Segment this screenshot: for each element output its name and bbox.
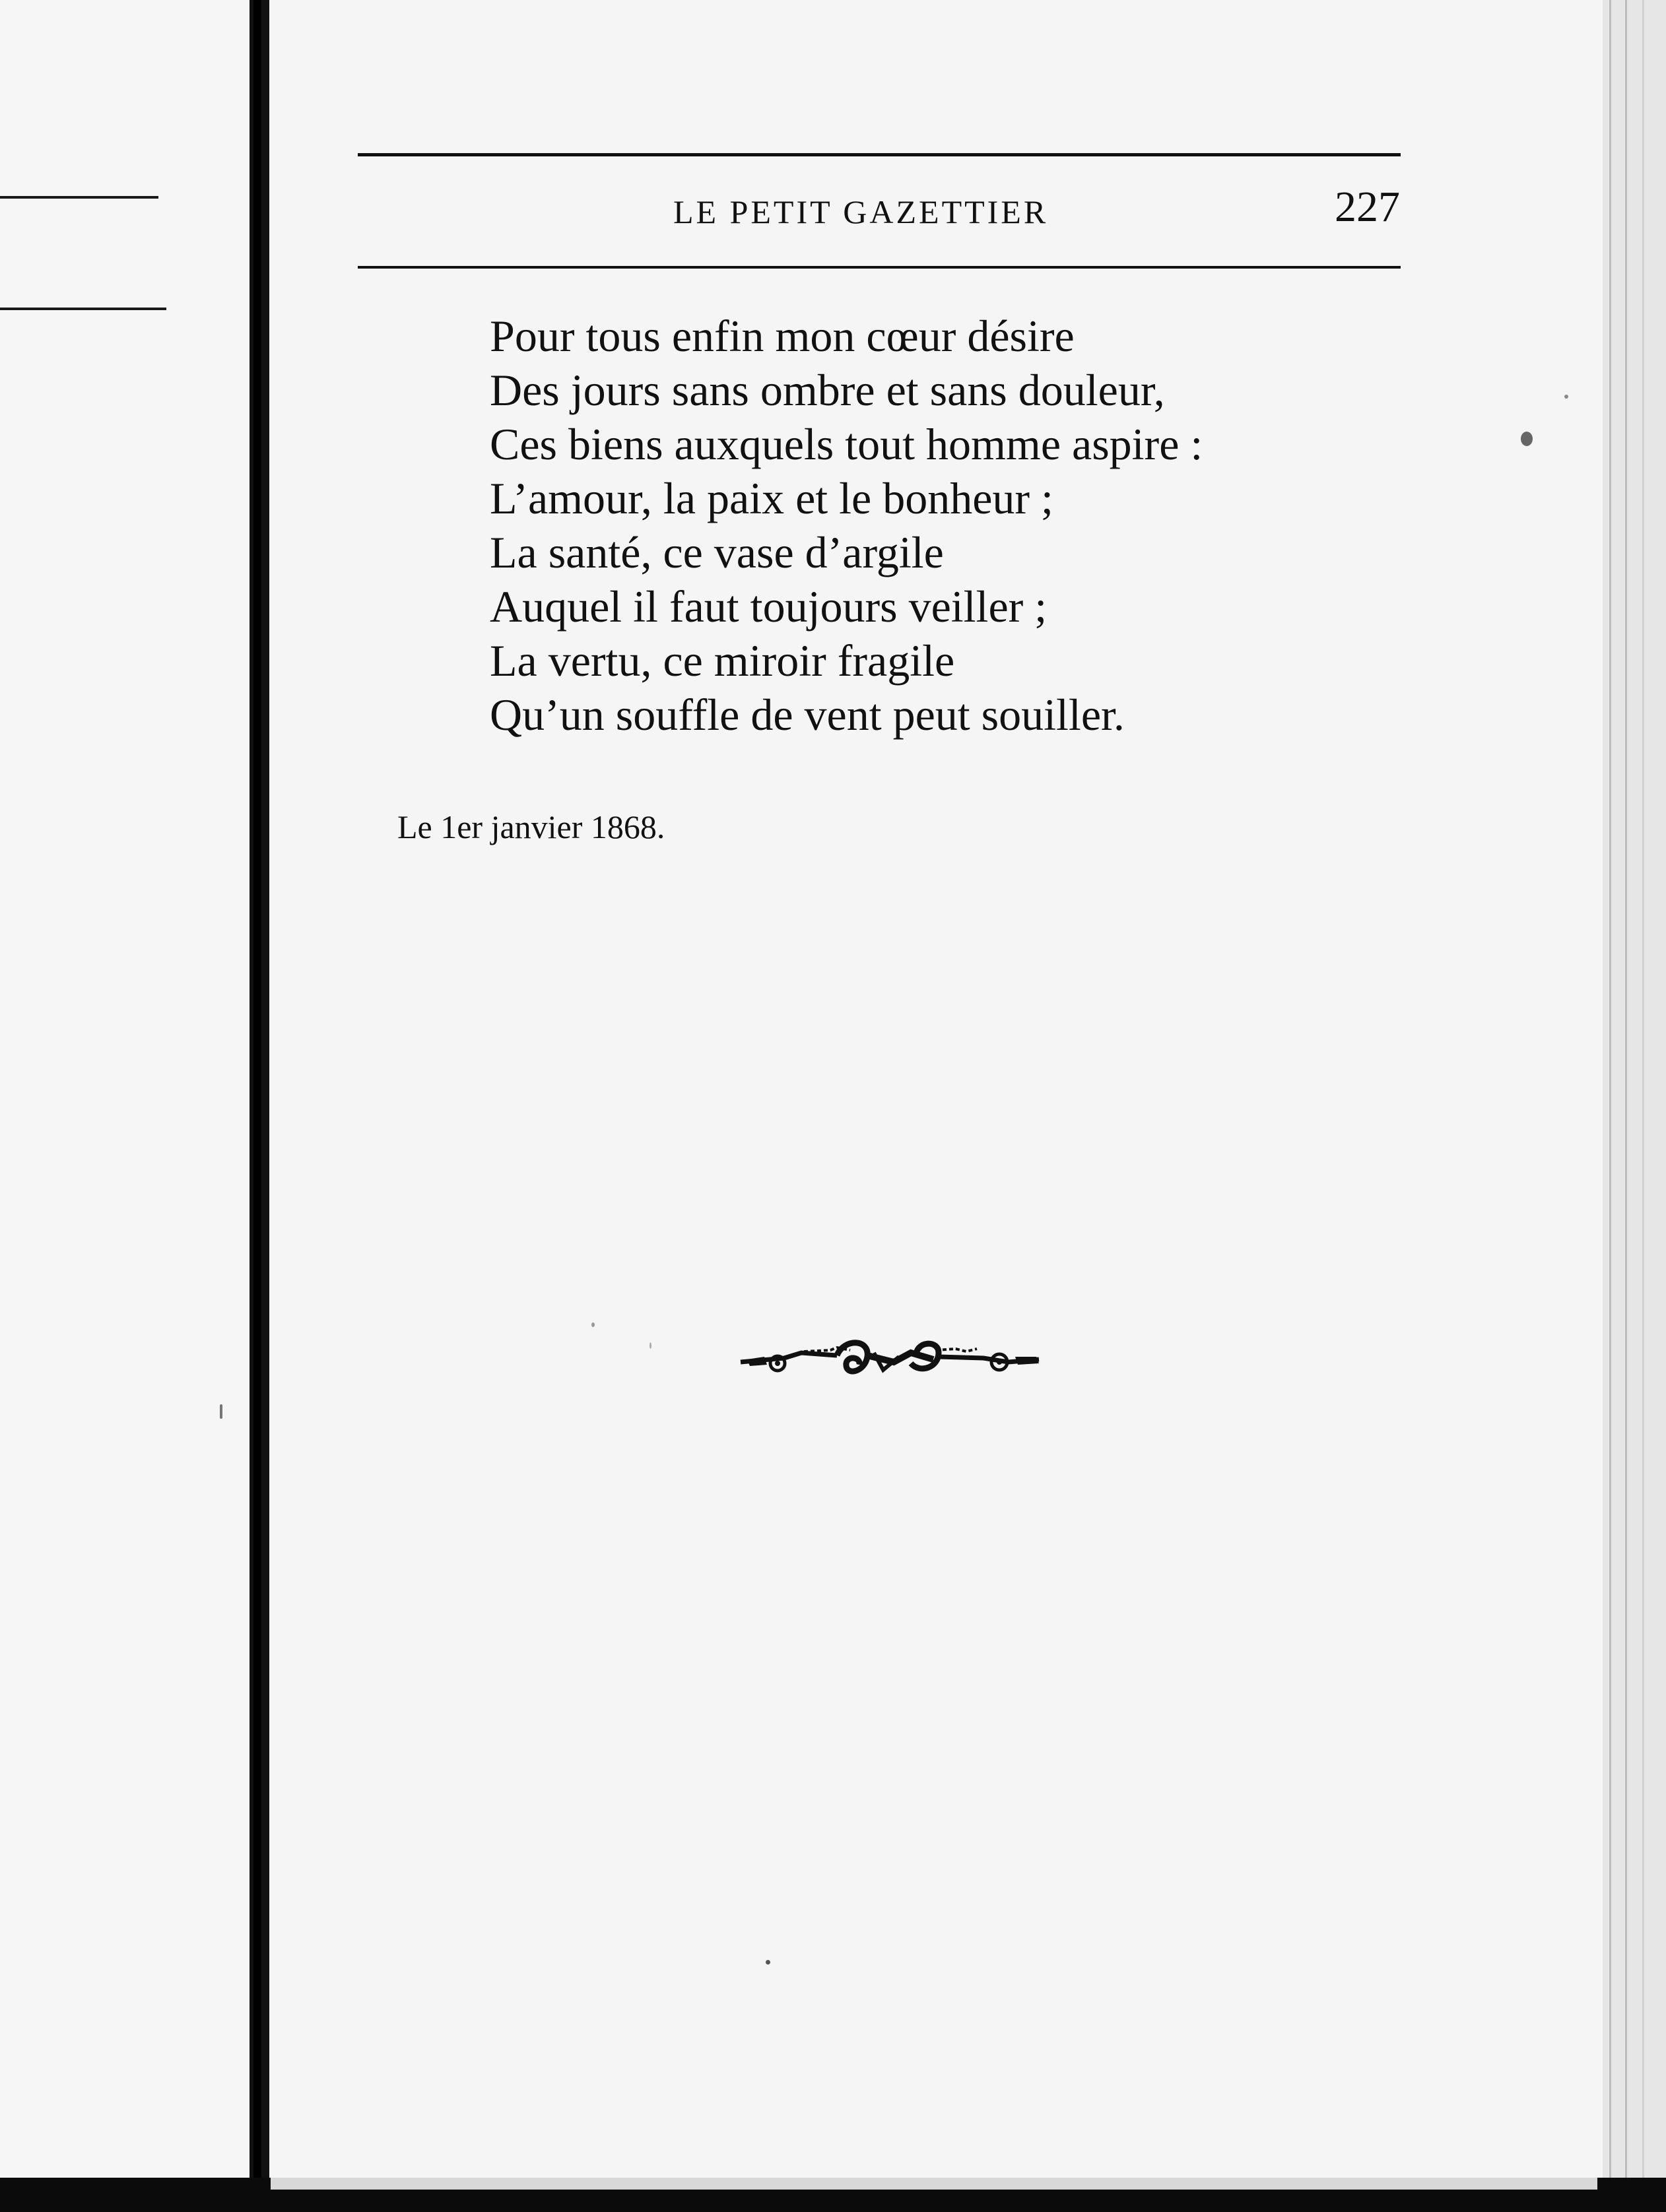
dust-speck [650, 1342, 651, 1349]
page-edge-line [1625, 0, 1627, 2212]
poem-line: La santé, ce vase d’argile [490, 527, 944, 577]
poem-line: Pour tous enfin mon cœur désire [490, 311, 1075, 361]
poem-line: La vertu, ce miroir fragile [490, 635, 955, 686]
left-page-rule-top [0, 196, 158, 199]
running-title: LE PETIT GAZETTIER [673, 193, 1049, 230]
poem-line: Qu’un souffle de vent peut souiller. [490, 690, 1125, 740]
dust-speck [591, 1322, 595, 1327]
poem-line: L’amour, la paix et le bonheur ; [490, 473, 1053, 523]
header-rule-bottom [358, 266, 1401, 269]
left-page-speck [220, 1404, 222, 1419]
left-page-rule-bottom [0, 308, 166, 310]
dateline: Le 1er janvier 1868. [397, 808, 665, 845]
dust-speck [766, 1960, 770, 1965]
dust-speck [1521, 432, 1533, 446]
page-number: 227 [1335, 183, 1400, 231]
poem-line: Auquel il faut toujours veiller ; [490, 581, 1048, 632]
header-rule-top [358, 153, 1401, 156]
poem-stanza [490, 309, 1348, 742]
page-edge-stack [1603, 0, 1666, 2212]
page-bottom-edge [271, 2178, 1597, 2190]
dust-speck [1564, 395, 1568, 399]
left-facing-page [0, 0, 250, 2212]
scroll-tailpiece-ornament-icon [738, 1333, 1042, 1382]
page-edge-line [1609, 0, 1611, 2212]
page-edge-line [1642, 0, 1644, 2212]
poem-line: Ces biens auxquels tout homme aspire : [490, 419, 1203, 469]
book-gutter-shadow [253, 0, 261, 2212]
poem-line: Des jours sans ombre et sans douleur, [490, 365, 1165, 415]
